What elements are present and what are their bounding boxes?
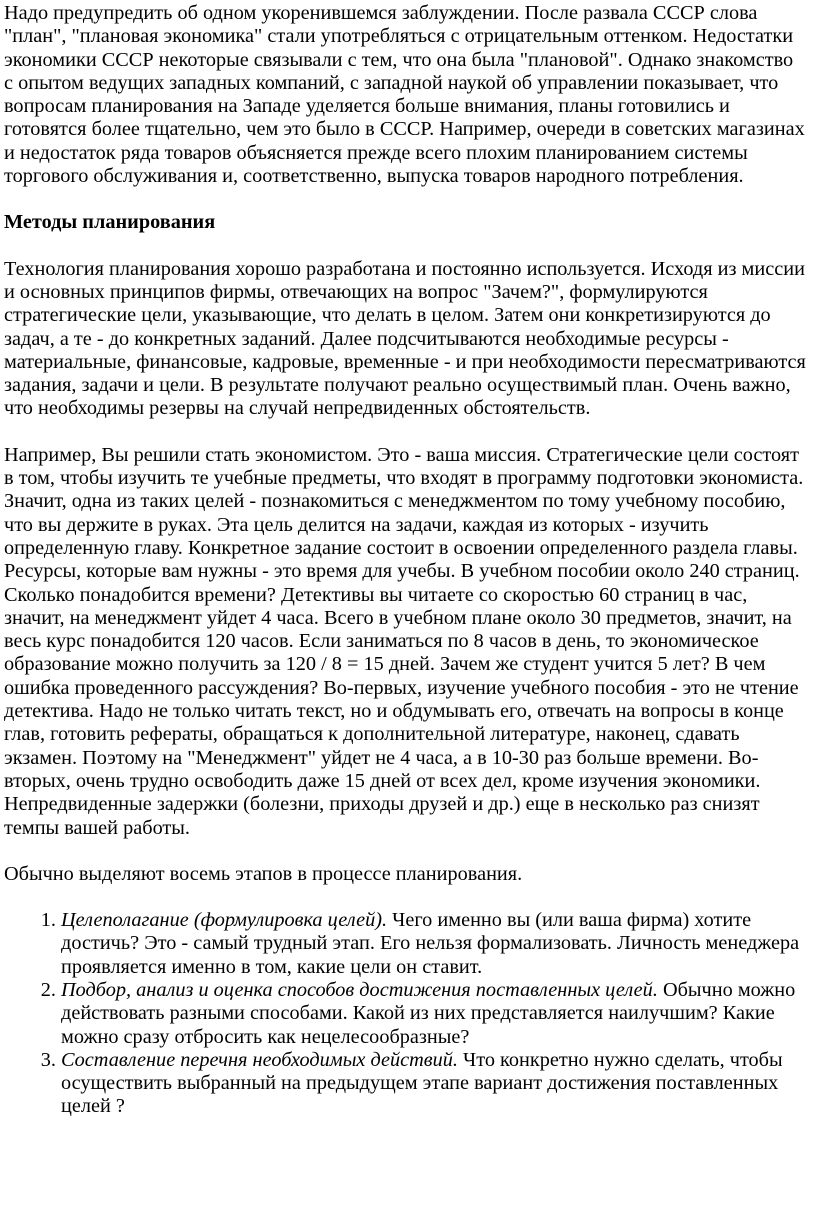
list-item — [61, 1049, 806, 1119]
spacer — [4, 840, 806, 863]
stage-text: Чего именно вы (или ваша фирма) хотите достичь? Это - самый трудный этап. Его нельзя формализовать. Личность менеджера проявляется именно в том, какие цели он ставит. — [61, 909, 800, 978]
stage-text: Обычно можно действовать разными способами. Какой из них представляется наилучшим? Какие можно сразу отбросить как нецелесообразные? — [61, 978, 796, 1048]
stage-text: Что конкретно нужно сделать, чтобы осуществить выбранный на предыдущем этапе вариант достижения поставленных целей ? — [61, 1048, 783, 1118]
spacer — [4, 235, 806, 258]
spacer — [4, 886, 806, 909]
spacer — [4, 421, 806, 444]
stage-title: Подбор, анализ и оценка способов достижения поставленных целей. — [61, 978, 658, 1001]
section-heading: Методы планирования — [4, 211, 216, 234]
stages-list — [4, 909, 806, 1119]
example-paragraph: Например, Вы решили стать экономистом. Это - ваша миссия. Стратегические цели состоят в том, чтобы изучить те учебные предметы, что входят в программу подготовки экономиста. Значит, одна из таких целей - познакомиться с менеджментом по тому учебному пособию, что вы держите в руках. Эта цель делится на задачи, каждая из которых - изучить определенную главу. Конкретное задание состоит в освоении определенного раздела главы. Ресурсы, которые вам нужны - это время для учебы. В учебном пособии около 240 страниц. Сколько понадобится времени? Детективы вы читаете со скоростью 60 страниц в час, значит, на менеджмент уйдет 4 часа. Всего в учебном плане около 30 предметов, значит, на весь курс понадобится 120 часов. Если заниматься по 8 часов в день, то экономическое образование можно получить за 120 / 8 = 15 дней. Зачем же студент учится 5 лет? В чем ошибка проведенного рассуждения? Во-первых, изучение учебного пособия - это не чтение детектива. Надо не только читать текст, но и обдумывать его, отвечать на вопросы в конце глав, готовить рефераты, обращаться к дополнительной литературе, наконец, сдавать экзамен. Поэтому на "Менеджмент" уйдет не 4 часа, а в 10-30 раз больше времени. Во-вторых, очень трудно освободить даже 15 дней от всех дел, кроме изучения экономики. Непредвиденные задержки (болезни, приходы друзей и др.) еще в несколько раз снизят темпы вашей работы. — [4, 443, 804, 839]
list-item — [61, 909, 806, 979]
spacer — [4, 188, 806, 211]
intro-paragraph: Надо предупредить об одном укоренившемся заблуждении. После развала СССР слова "план", "плановая экономика" стали употребляться с отрицательным оттенком. Недостатки экономики СССР некоторые связывали с тем, что она была "плановой". Однако знакомство с опытом ведущих западных компаний, с западной наукой об управлении показывает, что вопросам планирования на Западе уделяется больше внимания, планы готовились и готовятся более тщательно, чем это было в СССР. Например, очереди в советских магазинах и недостаток ряда товаров объясняется прежде всего плохим планированием системы торгового обслуживания и, соответственно, выпуска товаров народного потребления. — [4, 2, 805, 188]
stages-intro-paragraph: Обычно выделяют восемь этапов в процессе планирования. — [4, 862, 523, 885]
stage-title: Составление перечня необходимых действий. — [61, 1048, 458, 1071]
stage-title: Целеполагание (формулировка целей). — [61, 909, 388, 932]
list-item — [61, 979, 806, 1049]
technology-paragraph: Технология планирования хорошо разработана и постоянно используется. Исходя из миссии и основных принципов фирмы, отвечающих на вопрос "Зачем?", формулируются стратегические цели, указывающие, что делать в целом. Затем они конкретизируются до задач, а те - до конкретных заданий. Далее подсчитываются необходимые ресурсы - материальные, финансовые, кадровые, временные - и при необходимости пересматриваются задания, задачи и цели. В результате получают реально осуществимый план. Очень важно, что необходимы резервы на случай непредвиденных обстоятельств. — [4, 257, 806, 420]
